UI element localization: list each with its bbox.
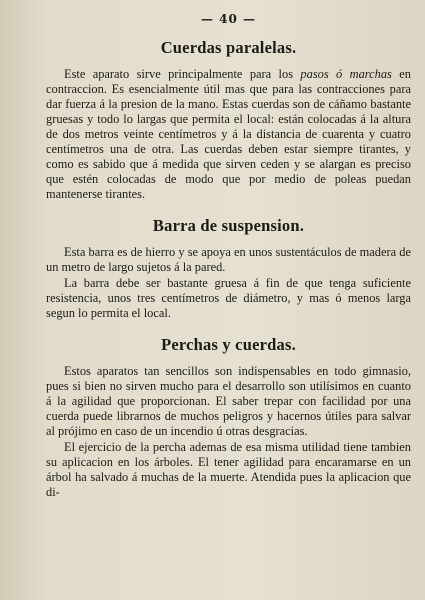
section-title: Barra de suspension.	[152, 216, 305, 235]
paragraph-text: Este aparato sirve principalmente para los	[64, 67, 301, 81]
section-cuerdas-paralelas	[46, 38, 411, 202]
section-title: Cuerdas paralelas.	[160, 38, 297, 57]
italic-term: pasos ó marchas	[300, 67, 392, 81]
page-number: — 40 —	[200, 12, 257, 26]
paragraph	[46, 67, 411, 202]
paragraph: La barra debe ser bastante gruesa á fin de que tenga suficiente resistencia, unos tres centímetros de diámetro, y mas ó menos larga segun lo permita el local.	[46, 276, 411, 320]
section-title: Perchas y cuerdas.	[161, 335, 296, 354]
paragraph: El ejercicio de la percha ademas de esa misma utilidad tiene tambien su aplicacion en los árboles. El tener agilidad para encaramarse en un árbol ha salvado á muchas de la muerte. Atendida pues la aplicacion que di-	[46, 440, 411, 499]
paragraph: Estos aparatos tan sencillos son indispensables en todo gimnasio, pues si bien no sirven mucho para el desarrollo son utilísimos en cuanto á la agilidad que proporcionan. El saber trepar con facilidad por una cuerda puede librarnos de muchos peligros y hacernos útiles para salvar al prójimo en caso de un incendio ú otras desgracias.	[46, 364, 411, 438]
section-perchas-y-cuerdas	[46, 335, 411, 500]
section-barra-de-suspension	[46, 216, 411, 321]
paragraph-text: en contraccion. Es esencialmente útil mas que para las contracciones para dar fuerza á la presion de la mano. Estas cuerdas son de cáñamo bastante gruesas y todo lo largas que permita el local: están colocadas á la altura de dos metros veinte centímetros y á la distancia de cuarenta y cuatro centímetros una de otra. Las cuerdas deben estar siempre tirantes, y como es sabido que á medida que sirven ceden y se alargan es preciso que estén colocadas de modo que por medio de poleas puedan mantenerse tirantes.	[46, 67, 411, 201]
paragraph: Esta barra es de hierro y se apoya en unos sustentáculos de madera de un metro de largo sujetos á la pared.	[46, 245, 411, 274]
